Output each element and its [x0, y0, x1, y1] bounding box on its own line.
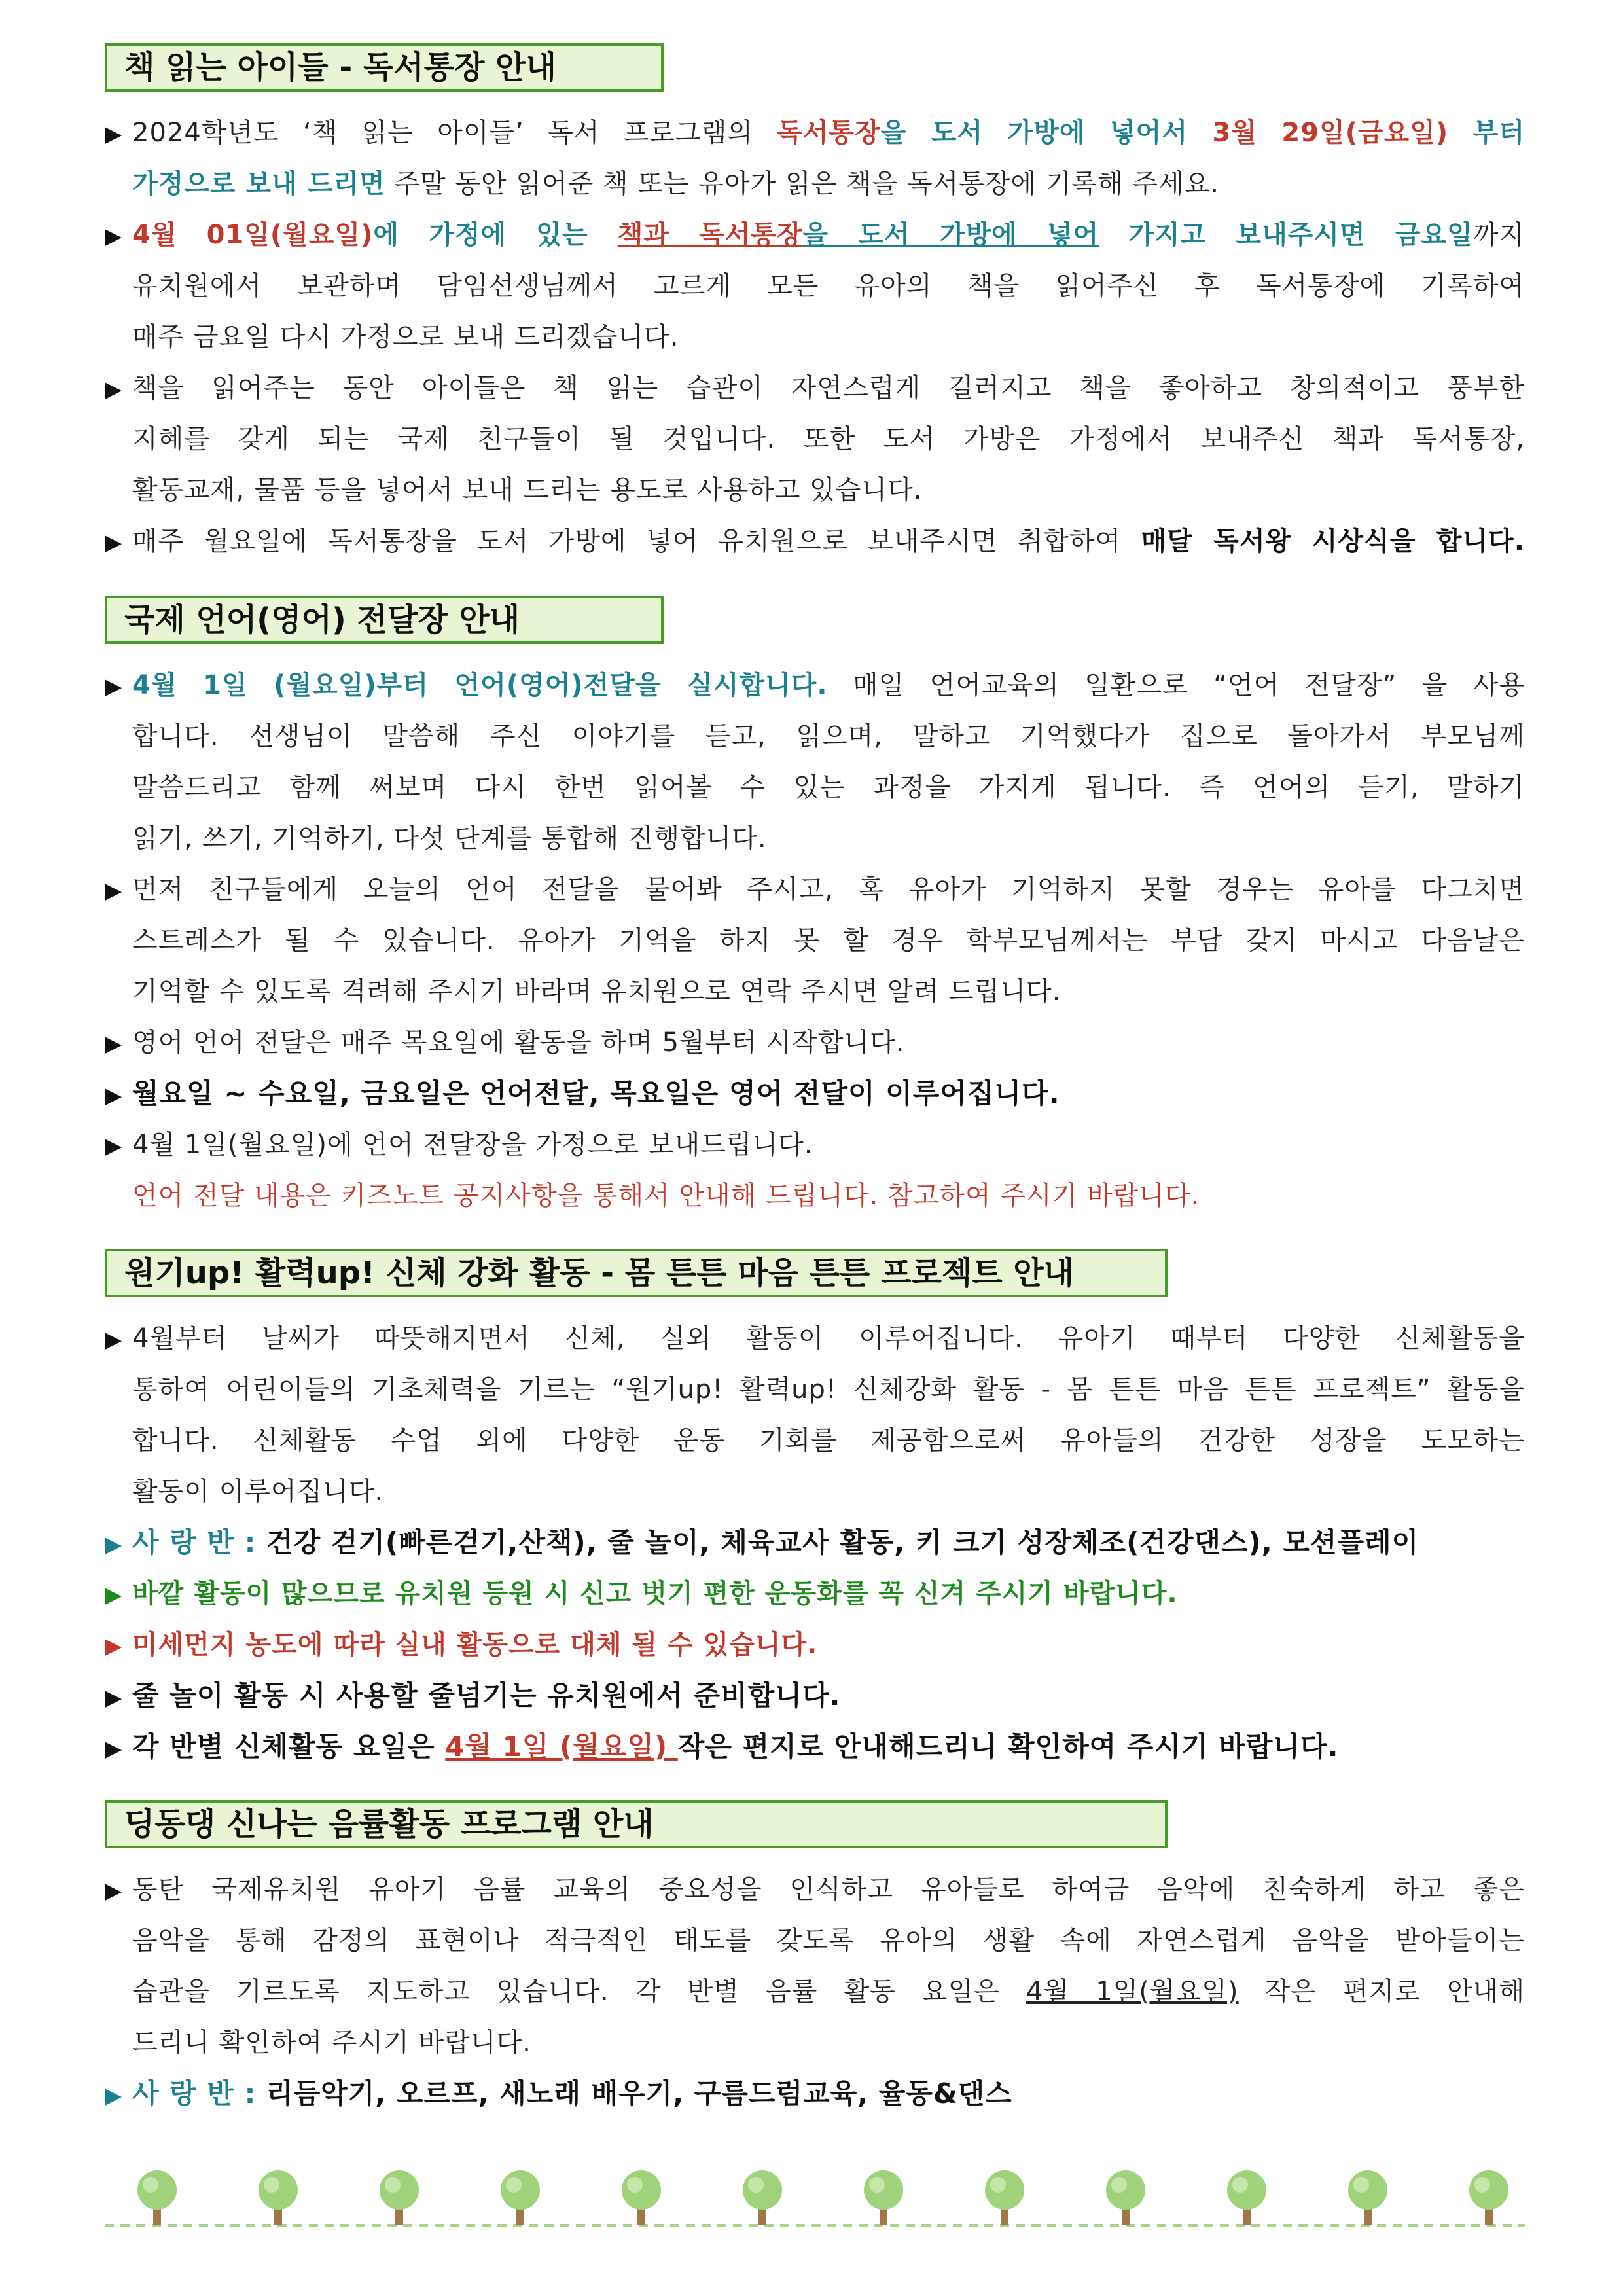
tree-icon [985, 2170, 1024, 2225]
section-title-language: 국제 언어(영어) 전달장 안내 [105, 596, 664, 644]
tree-icon [259, 2170, 298, 2225]
reading-para-4: ▶ 매주 월요일에 독서통장을 도서 가방에 넣어 유치원으로 보내주시면 취합하여 매달 독서왕 시상식을 합니다. [105, 516, 1525, 567]
reading-para-3: ▶ 책을 읽어주는 동안 아이들은 책 읽는 습관이 자연스럽게 길러지고 책을 좋아하고 창의적이고 풍부한 지혜를 갖게 되는 국제 친구들이 될 것입니다. 또한 도서 가방은 가정에서 보내주신 책과 독서통장, 활동교재, 물품 등을 넣어서 보내 드리는 용도로 사용하고 있습니다. [105, 363, 1525, 516]
section-title-reading: 책 읽는 아이들 - 독서통장 안내 [105, 43, 664, 92]
tree-icon [1227, 2170, 1266, 2225]
language-para-4: ▶ 월요일 ~ 수요일, 금요일은 언어전달, 목요일은 영어 전달이 이루어집니다. [105, 1068, 1525, 1119]
language-para-2: ▶ 먼저 친구들에게 오늘의 언어 전달을 물어봐 주시고, 혹 유아가 기억하지 못할 경우는 유아를 다그치면 스트레스가 될 수 있습니다. 유아가 기억을 하지 못 할 경우 학부모님께서는 부담 갖지 마시고 다음날은 기억할 수 있도록 격려해 주시기 바라며 유치원으로 연락 주시면 알려 드립니다. [105, 864, 1525, 1017]
physical-rope-note: ▶ 줄 놀이 활동 시 사용할 줄넘기는 유치원에서 준비합니다. [105, 1670, 1525, 1721]
section-title-music: 딩동댕 신나는 음률활동 프로그램 안내 [105, 1800, 1168, 1848]
physical-shoes-note: ▶ 바깥 활동이 많으므로 유치원 등원 시 신고 벗기 편한 운동화를 꼭 신겨 주시기 바랍니다. [105, 1568, 1525, 1619]
triangle-bullet-icon: ▶ [105, 1133, 123, 1159]
physical-schedule-note: ▶ 각 반별 신체활동 요일은 4월 1일 (월요일) 작은 편지로 안내해드리니 확인하여 주시기 바랍니다. [105, 1721, 1525, 1772]
triangle-bullet-icon: ▶ [105, 376, 123, 403]
reading-para-2: ▶ 4월 01일(월요일)에 가정에 있는 책과 독서통장을 도서 가방에 넣어 가지고 보내주시면 금요일까지 유치원에서 보관하며 담임선생님께서 고르게 모든 유아의 책을 읽어주신 후 독서통장에 기록하여 매주 금요일 다시 가정으로 보내 드리겠습니다. [105, 209, 1525, 363]
language-para-1: ▶ 4월 1일 (월요일)부터 언어(영어)전달을 실시합니다. 매일 언어교육의 일환으로 “언어 전달장” 을 사용 합니다. 선생님이 말씀해 주신 이야기를 듣고, 읽으며, 말하고 기억했다가 집으로 돌아가서 부모님께 말씀드리고 함께 써보며 다시 한번 읽어볼 수 있는 과정을 가지게 됩니다. 즉 언어의 듣기, 말하기 읽기, 쓰기, 기억하기, 다섯 단계를 통합해 진행합니다. [105, 660, 1525, 864]
music-para-1: ▶ 동탄 국제유치원 유아기 음률 교육의 중요성을 인식하고 유아들로 하여금 음악에 친숙하게 하고 좋은 음악을 통해 감정의 표현이나 적극적인 태도를 갖도록 유아의 생활 속에 자연스럽게 음악을 받아들이는 습관을 기르도록 지도하고 있습니다. 각 반별 음률 활동 요일은 4월 1일(월요일) 작은 편지로 안내해 드리니 확인하여 주시기 바랍니다. [105, 1864, 1525, 2068]
language-para-3: ▶ 영어 언어 전달은 매주 목요일에 활동을 하며 5월부터 시작합니다. [105, 1017, 1525, 1068]
triangle-bullet-icon: ▶ [105, 1633, 123, 1659]
tree-icon [1106, 2170, 1145, 2225]
tree-icon [380, 2170, 419, 2225]
triangle-bullet-icon: ▶ [105, 1083, 123, 1109]
triangle-bullet-icon: ▶ [105, 1582, 123, 1608]
tree-row-decoration [105, 2160, 1525, 2238]
tree-icon [501, 2170, 540, 2225]
triangle-bullet-icon: ▶ [105, 878, 123, 904]
triangle-bullet-icon: ▶ [105, 1685, 123, 1711]
tree-icon [743, 2170, 782, 2225]
music-class-sarang: ▶ 사 랑 반 : 리듬악기, 오르프, 새노래 배우기, 구름드럼교육, 율동&댄스 [105, 2068, 1525, 2119]
physical-para-1: ▶ 4월부터 날씨가 따뜻해지면서 신체, 실외 활동이 이루어집니다. 유아기 때부터 다양한 신체활동을 통하여 어린이들의 기초체력을 기르는 “원기up! 활력up! 신체강화 활동 - 몸 튼튼 마음 튼튼 프로젝트” 활동을 합니다. 신체활동 수업 외에 다양한 운동 기회를 제공함으로써 유아들의 건강한 성장을 도모하는 활동이 이루어집니다. [105, 1313, 1525, 1517]
triangle-bullet-icon: ▶ [105, 121, 123, 147]
physical-class-sarang: ▶ 사 랑 반 : 건강 걷기(빠른걷기,산책), 줄 놀이, 체육교사 활동, 키 크기 성장체조(건강댄스), 모션플레이 [105, 1517, 1525, 1568]
triangle-bullet-icon: ▶ [105, 2083, 123, 2109]
physical-dust-note: ▶ 미세먼지 농도에 따라 실내 활동으로 대체 될 수 있습니다. [105, 1619, 1525, 1670]
tree-icon [622, 2170, 661, 2225]
section-title-physical: 원기up! 활력up! 신체 강화 활동 - 몸 튼튼 마음 튼튼 프로젝트 안내 [105, 1249, 1168, 1297]
tree-icon [864, 2170, 903, 2225]
triangle-bullet-icon: ▶ [105, 1532, 123, 1558]
tree-icon [137, 2170, 177, 2225]
reading-para-1: ▶ 2024학년도 ‘책 읽는 아이들’ 독서 프로그램의 독서통장을 도서 가방에 넣어서 3월 29일(금요일) 부터 가정으로 보내 드리면 주말 동안 읽어준 책 또는 유아가 읽은 책을 독서통장에 기록해 주세요. [105, 107, 1525, 209]
triangle-bullet-icon: ▶ [105, 529, 123, 556]
tree-icon [1348, 2170, 1387, 2225]
triangle-bullet-icon: ▶ [105, 223, 123, 249]
language-para-5: ▶ 4월 1일(월요일)에 언어 전달장을 가정으로 보내드립니다. 언어 전달 내용은 키즈노트 공지사항을 통해서 안내해 드립니다. 참고하여 주시기 바랍니다. [105, 1119, 1525, 1221]
triangle-bullet-icon: ▶ [105, 1736, 123, 1762]
triangle-bullet-icon: ▶ [105, 1031, 123, 1057]
triangle-bullet-icon: ▶ [105, 673, 123, 700]
triangle-bullet-icon: ▶ [105, 1878, 123, 1904]
triangle-bullet-icon: ▶ [105, 1327, 123, 1353]
tree-icon [1469, 2170, 1508, 2225]
